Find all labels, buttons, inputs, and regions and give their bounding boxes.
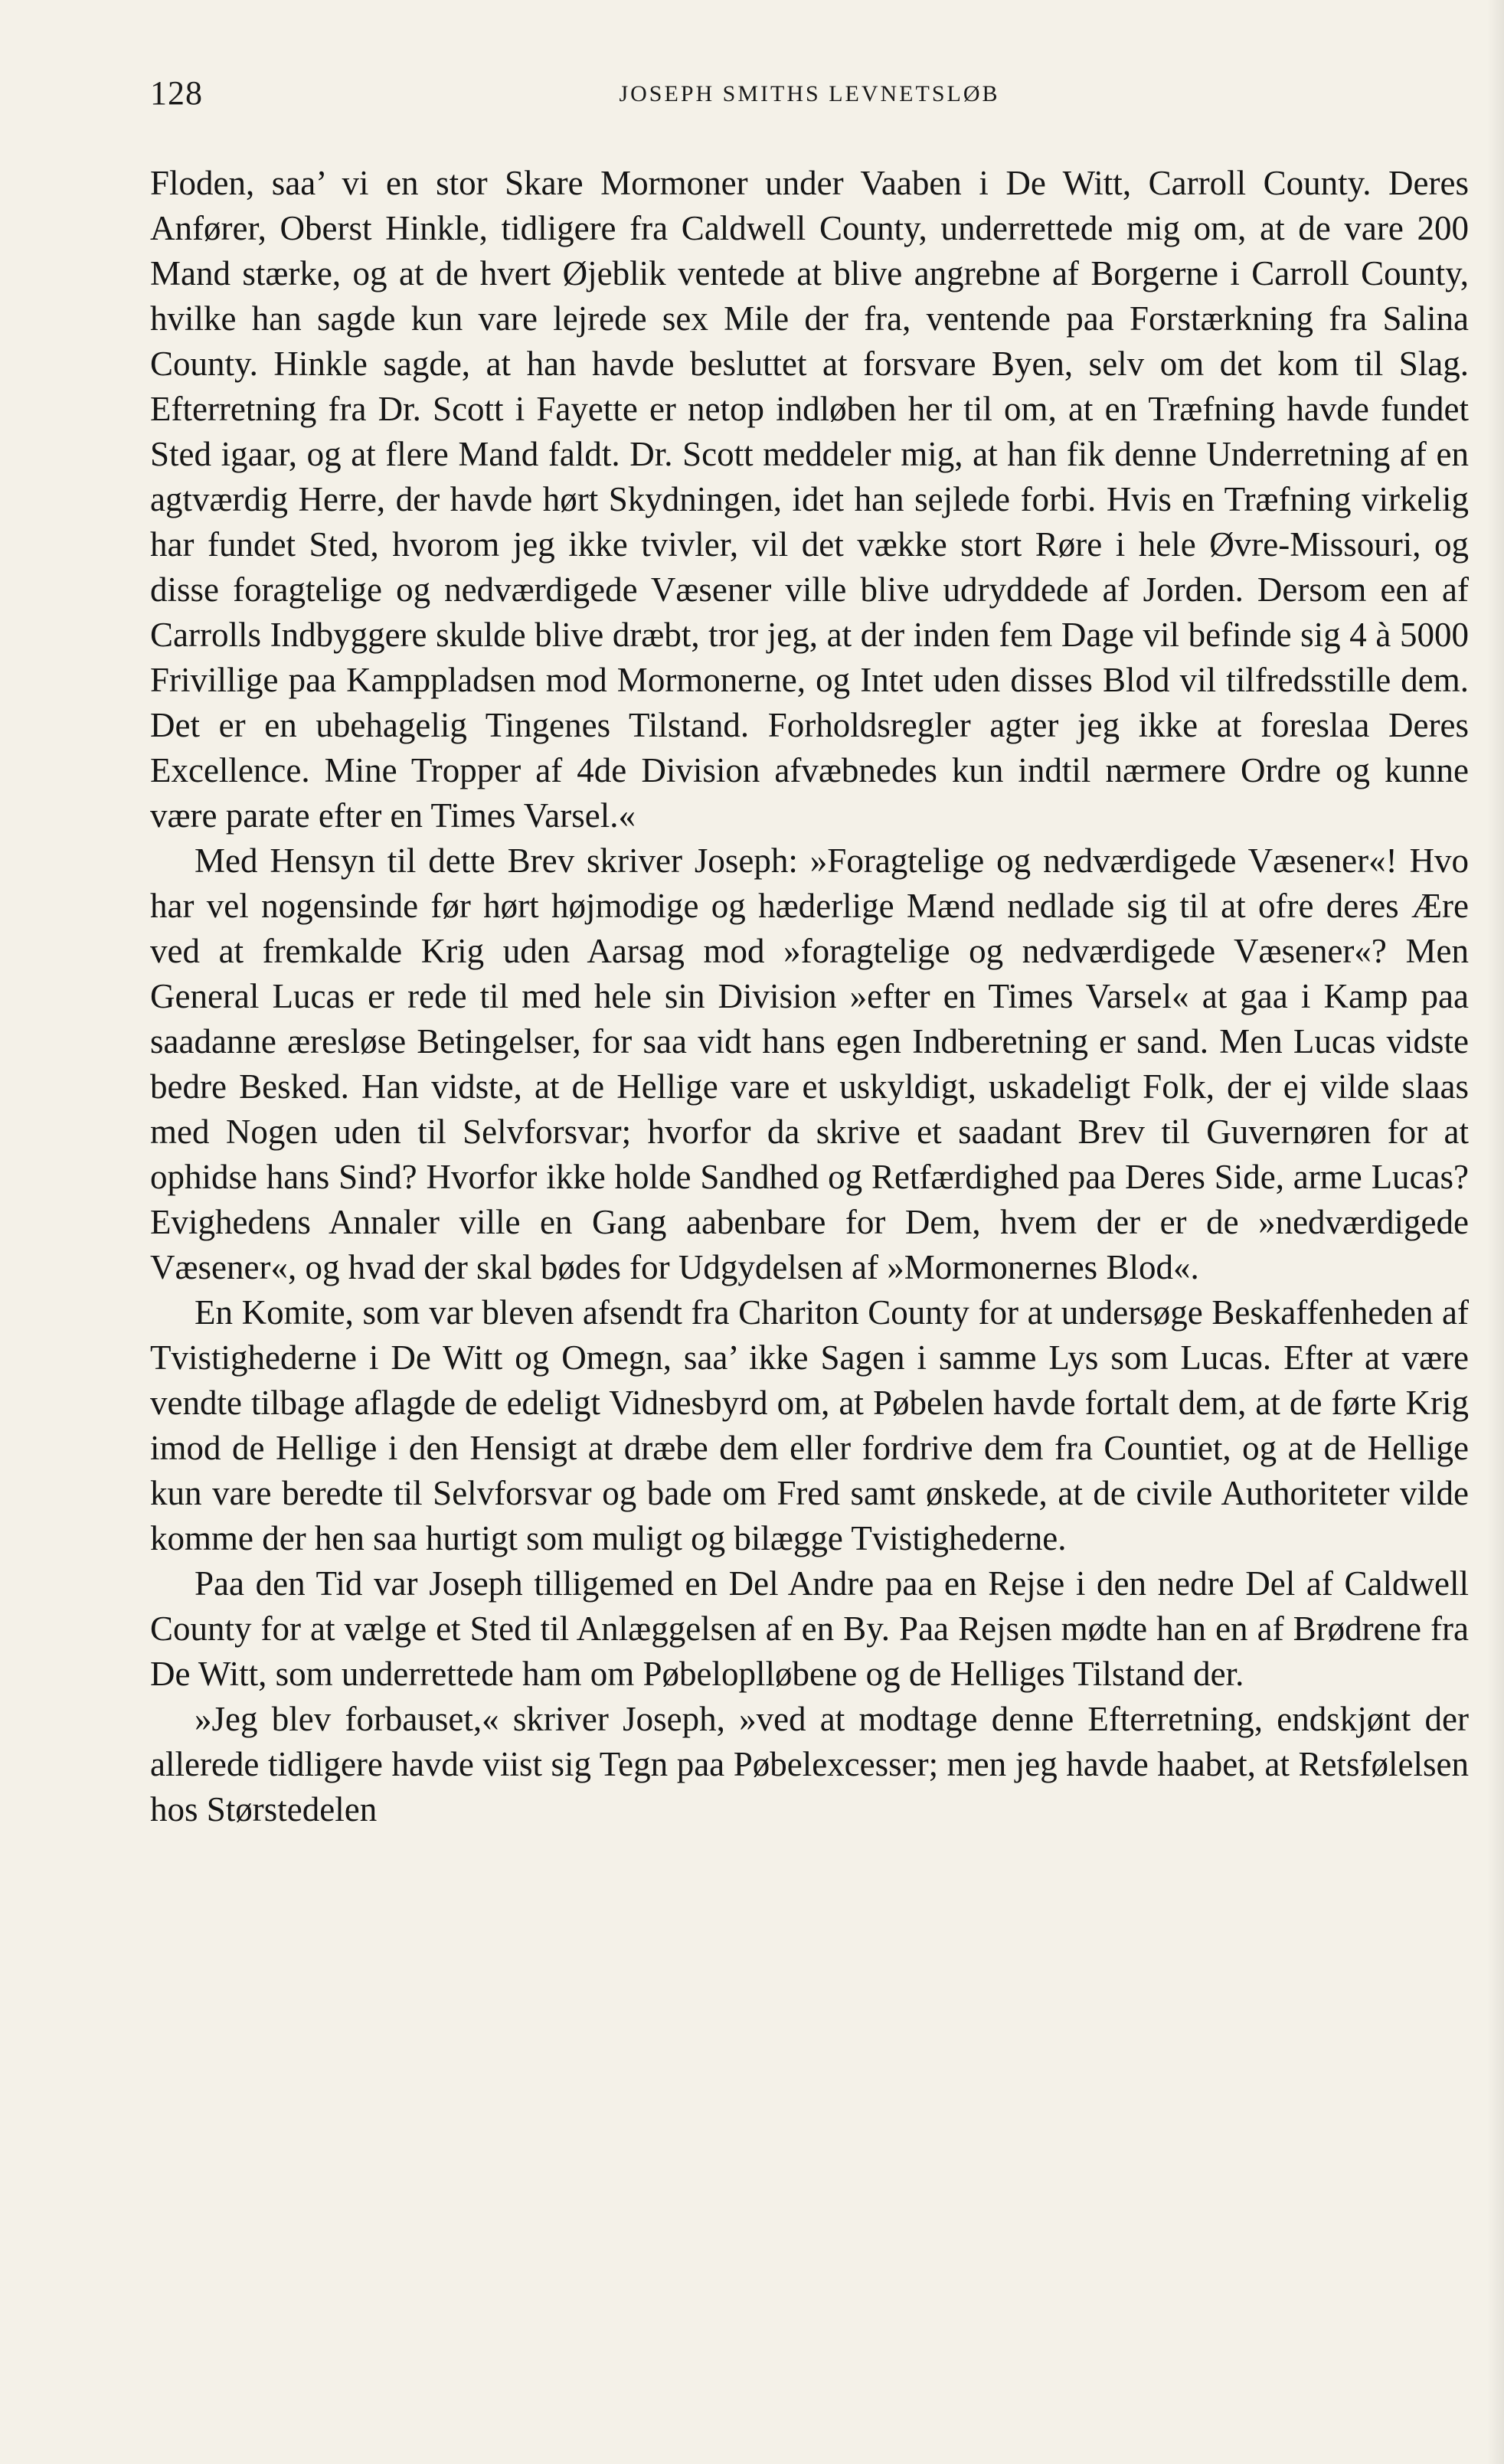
page-edge-shadow (1487, 0, 1504, 2464)
paragraph-letter-continuation: Floden, saa’ vi en stor Skare Mormoner under Vaaben i De Witt, Carroll County. Deres Anfører, Oberst Hinkle, tidligere fra Caldwell County, underrettede mig om, at de vare 200 Mand stærke, og at de hvert Øjeblik ventede at blive angrebne af Borgerne i Carroll County, hvilke han sagde kun vare lejrede sex Mile der fra, ventende paa Forstærkning fra Salina County. Hinkle sagde, at han havde besluttet at forsvare Byen, selv om det kom til Slag. Efterretning fra Dr. Scott i Fayette er netop indløben her til om, at en Træfning havde fundet Sted igaar, og at flere Mand faldt. Dr. Scott meddeler mig, at han fik denne Underretning af en agtværdig Herre, der havde hørt Skydningen, idet han sejlede forbi. Hvis en Træfning virkelig har fundet Sted, hvorom jeg ikke tvivler, vil det vække stort Røre i hele Øvre-Missouri, og disse foragtelige og nedværdigede Væsener ville blive udryddede af Jorden. Dersom een af Carrolls Indbyggere skulde blive dræbt, tror jeg, at der inden fem Dage vil befinde sig 4 à 5000 Frivillige paa Kamppladsen mod Mormonerne, og Intet uden disses Blod vil tilfredsstille dem. Det er en ubehagelig Tingenes Tilstand. Forholdsregler agter jeg ikke at foreslaa Deres Excellence. Mine Tropper af 4de Division afvæbnedes kun indtil nærmere Ordre og kunne være parate efter en Times Varsel.« (150, 164, 1469, 835)
paragraph-chariton-committee: En Komite, som var bleven afsendt fra Chariton County for at undersøge Beskaffenheden af Tvistighederne i De Witt og Omegn, saa’ ikke Sagen i samme Lys som Lucas. Efter at være vendte tilbage aflagde de edeligt Vidnesbyrd om, at Pøbelen havde fortalt dem, at de førte Krig imod de Hellige i den Hensigt at dræbe dem eller fordrive dem fra Countiet, og at de Hellige kun vare beredte til Selvforsvar og bade om Fred samt ønskede, at de civile Authoriteter vilde komme der hen saa hurtigt som muligt og bilægge Tvistighederne. (150, 1293, 1469, 1557)
running-title: JOSEPH SMITHS LEVNETSLØB (619, 81, 1000, 106)
paragraph-joseph-comment: Med Hensyn til dette Brev skriver Joseph: »Foragtelige og nedværdigede Væsener«! Hvo har vel nogensinde før hørt højmodige og hæderlige Mænd nedlade sig til at ofre deres Ære ved at fremkalde Krig uden Aarsag mod »foragtelige og nedværdigede Væsener«? Men General Lucas er rede til med hele sin Division »efter en Times Varsel« at gaa i Kamp paa saadanne æresløse Betingelser, for saa vidt hans egen Indberetning er sand. Men Lucas vidste bedre Besked. Han vidste, at de Hellige vare et uskyldigt, uskadeligt Folk, der ej vilde slaas med Nogen uden til Selvforsvar; hvorfor da skrive et saadant Brev til Guvernøren for at ophidse hans Sind? Hvorfor ikke holde Sandhed og Retfærdighed paa Deres Side, arme Lucas? Evighedens Annaler ville en Gang aabenbare for Dem, hvem der er de »nedværdigede Væsener«, og hvad der skal bødes for Udgydelsen af »Mormonernes Blod«. (150, 841, 1469, 1286)
page-header (150, 74, 1469, 127)
body-text (150, 161, 1469, 1832)
paragraph-joseph-quote: »Jeg blev forbauset,« skriver Joseph, »ved at modtage denne Efterretning, endskjønt der allerede tidligere havde viist sig Tegn paa Pøbelexcesser; men jeg havde haabet, at Retsfølelsen hos Størstedelen (150, 1700, 1469, 1828)
paragraph-caldwell-journey: Paa den Tid var Joseph tilligemed en Del Andre paa en Rejse i den nedre Del af Caldwell County for at vælge et Sted til Anlæggelsen af en By. Paa Rejsen mødte han en af Brødrene fra De Witt, som underrettede ham om Pøbeloplløbene og de Helliges Tilstand der. (150, 1564, 1469, 1693)
page-number: 128 (150, 74, 203, 112)
